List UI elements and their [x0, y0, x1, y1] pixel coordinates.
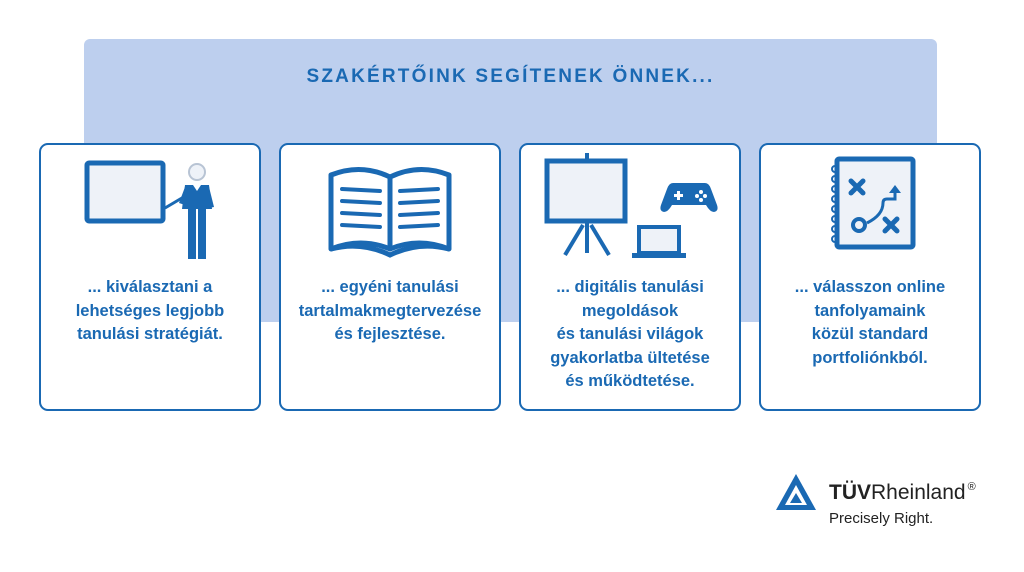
card-text: ... egyéni tanulási tartalmakmegtervezése és fejlesztése. [298, 278, 482, 343]
card-digital-learning [519, 143, 741, 411]
brand-regular: Rheinland [871, 481, 966, 504]
open-book-icon [281, 145, 499, 275]
registered-mark: ® [967, 481, 976, 493]
card-learning-strategy [39, 143, 261, 411]
banner-title: SZAKÉRTŐINK SEGÍTENEK ÖNNEK... [306, 66, 715, 87]
card-text: ... válasszon online tanfolyamaink közül standard portfoliónkból. [794, 278, 946, 367]
brand-bold: TÜV [829, 481, 871, 504]
card-online-courses [759, 143, 981, 411]
presenter-whiteboard-icon [41, 145, 259, 275]
strategy-notebook-icon [761, 145, 979, 275]
card-text: ... kiválasztani a lehetséges legjobb tanulási stratégiát. [75, 278, 225, 343]
digital-learning-icon [521, 145, 739, 275]
card-content-development [279, 143, 501, 411]
brand-tagline: Precisely Right. [829, 510, 934, 527]
tuv-triangle-logo-icon [774, 472, 818, 512]
brand-name [829, 481, 976, 505]
card-text: ... digitális tanulási megoldások és tanulási világok gyakorlatba ültetése és működtetése. [550, 278, 710, 390]
